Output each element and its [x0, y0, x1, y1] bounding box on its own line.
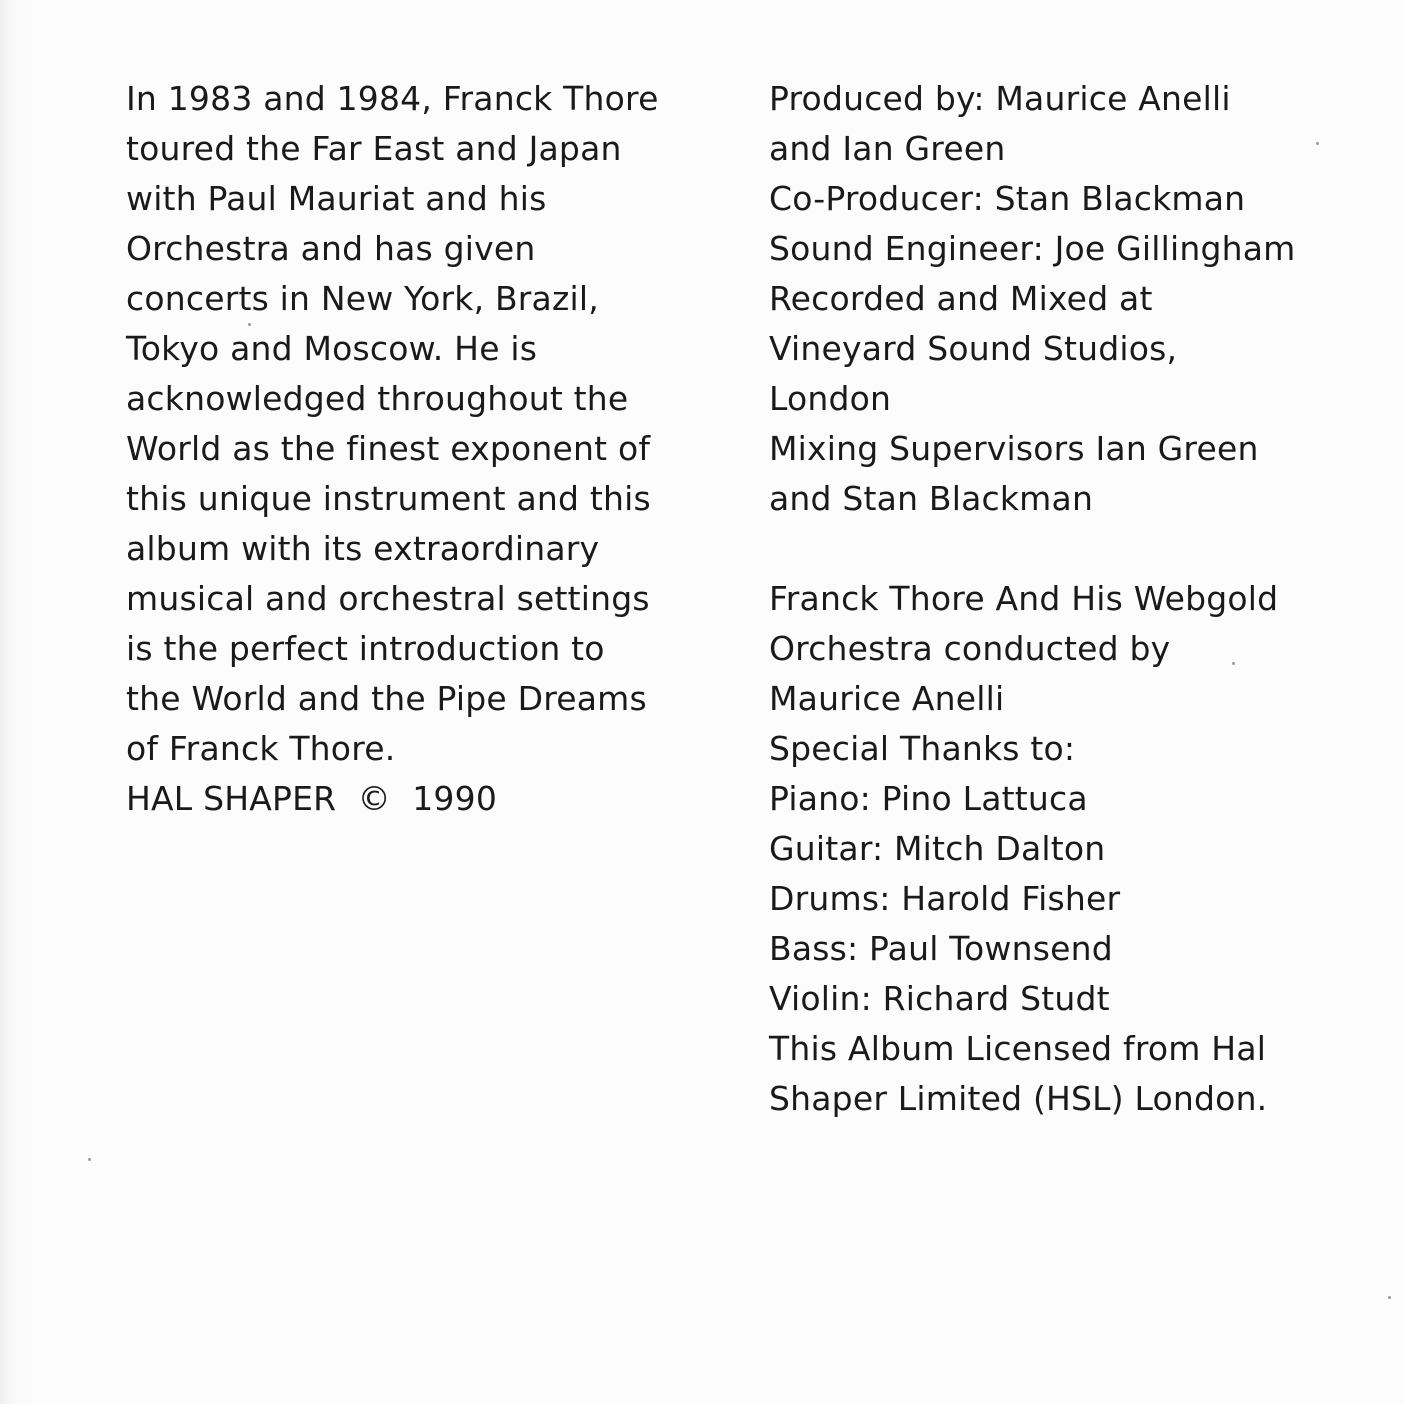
copyright-line: HAL SHAPER © 1990 — [126, 779, 498, 818]
credit-line: Franck Thore And His Webgold — [769, 579, 1279, 618]
credit-line: London — [769, 379, 892, 418]
credit-line: Violin: Richard Studt — [769, 979, 1110, 1018]
credit-line: Mixing Supervisors Ian Green — [769, 429, 1259, 468]
bio-line: World as the finest exponent of — [126, 429, 651, 468]
scan-speck — [1232, 662, 1235, 665]
bio-line: this unique instrument and this — [126, 479, 651, 518]
credit-line: Special Thanks to: — [769, 729, 1076, 768]
bio-line: the World and the Pipe Dreams — [126, 679, 647, 718]
paragraph-gap — [769, 524, 1399, 574]
bio-line: In 1983 and 1984, Franck Thore — [126, 79, 659, 118]
bio-line: Tokyo and Moscow. He is — [126, 329, 538, 368]
credit-line: Drums: Harold Fisher — [769, 879, 1121, 918]
credit-line: Maurice Anelli — [769, 679, 1005, 718]
credit-line: Piano: Pino Lattuca — [769, 779, 1088, 818]
bio-line: musical and orchestral settings — [126, 579, 650, 618]
credit-line: Bass: Paul Townsend — [769, 929, 1113, 968]
credit-line: and Stan Blackman — [769, 479, 1094, 518]
bio-line: is the perfect introduction to — [126, 629, 605, 668]
biography-text — [126, 74, 726, 824]
bio-line: with Paul Mauriat and his — [126, 179, 547, 218]
bio-line: Orchestra and has given — [126, 229, 536, 268]
credit-line: Recorded and Mixed at — [769, 279, 1153, 318]
credit-line: Guitar: Mitch Dalton — [769, 829, 1106, 868]
credit-line: Co-Producer: Stan Blackman — [769, 179, 1246, 218]
scan-speck — [1388, 1296, 1391, 1299]
bio-line: of Franck Thore. — [126, 729, 396, 768]
credit-line: Shaper Limited (HSL) London. — [769, 1079, 1268, 1118]
bio-line: concerts in New York, Brazil, — [126, 279, 599, 318]
scan-speck — [248, 323, 251, 326]
bio-line: toured the Far East and Japan — [126, 129, 622, 168]
credits-text — [769, 74, 1399, 1124]
credit-line: Orchestra conducted by — [769, 629, 1171, 668]
credit-line: and Ian Green — [769, 129, 1006, 168]
scan-speck — [1316, 142, 1319, 145]
credit-line: Produced by: Maurice Anelli — [769, 79, 1231, 118]
credit-line: Vineyard Sound Studios, — [769, 329, 1178, 368]
scan-speck — [88, 1158, 91, 1161]
bio-line: acknowledged throughout the — [126, 379, 629, 418]
credit-line: This Album Licensed from Hal — [769, 1029, 1267, 1068]
bio-line: album with its extraordinary — [126, 529, 600, 568]
credit-line: Sound Engineer: Joe Gillingham — [769, 229, 1296, 268]
